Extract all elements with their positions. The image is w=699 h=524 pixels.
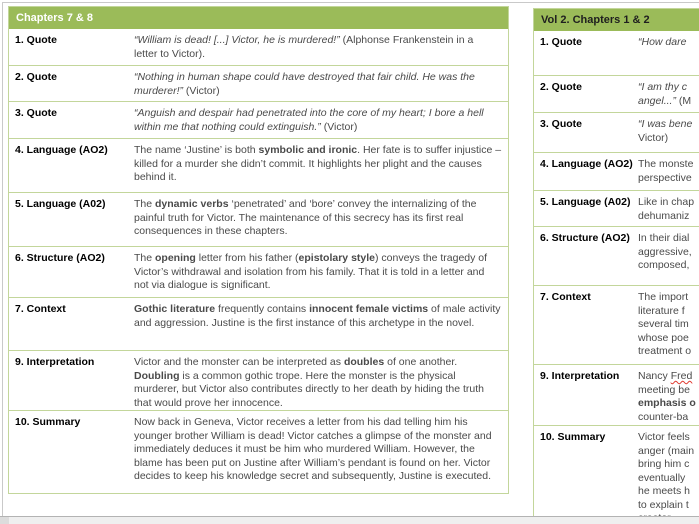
content-line bbox=[638, 36, 699, 50]
text-segment: blame has been put on Justine after William’s pendant is found on her. Victor bbox=[134, 456, 491, 469]
row-content bbox=[633, 31, 699, 75]
content-line bbox=[638, 95, 699, 109]
row-content bbox=[633, 227, 699, 285]
text-segment: innocent female victims bbox=[309, 303, 429, 315]
content-line bbox=[638, 318, 699, 332]
content-line bbox=[134, 317, 508, 331]
content-line bbox=[638, 118, 699, 132]
content-line bbox=[638, 472, 699, 486]
content-line bbox=[134, 144, 508, 158]
row-label: 2. Quote bbox=[15, 71, 58, 83]
text-segment: Victor) bbox=[638, 131, 669, 144]
content-line bbox=[638, 499, 699, 513]
content-line bbox=[134, 71, 508, 85]
row-label: 6. Structure (AO2) bbox=[540, 232, 630, 244]
row-content bbox=[129, 411, 508, 493]
text-segment: literature f bbox=[638, 304, 685, 317]
text-segment: The import bbox=[638, 291, 689, 303]
text-segment: not via dialogue is significant. bbox=[134, 279, 271, 291]
text-segment: The bbox=[134, 252, 156, 264]
content-line bbox=[134, 356, 508, 370]
row-content bbox=[633, 76, 699, 112]
table-row bbox=[534, 76, 699, 113]
content-line bbox=[134, 107, 508, 121]
table-row bbox=[534, 227, 699, 286]
content-line bbox=[638, 291, 699, 305]
text-segment: Nancy bbox=[638, 370, 671, 382]
scrollbar-left-cap bbox=[0, 517, 9, 524]
text-segment: immediately deduces it must be him who murdered William. However, the bbox=[134, 443, 475, 455]
text-segment: angel...” bbox=[638, 94, 679, 107]
text-segment: dehumaniz bbox=[638, 209, 690, 222]
table-row bbox=[9, 411, 508, 493]
text-segment: is a common gothic trope. Here the monster is the physical bbox=[179, 369, 456, 382]
row-label: 3. Quote bbox=[15, 107, 58, 119]
table-vol2-chapters-1-2 bbox=[533, 8, 699, 524]
table-row bbox=[9, 102, 508, 139]
text-segment: bring him c bbox=[638, 458, 690, 470]
row-content bbox=[633, 113, 699, 152]
row-content bbox=[129, 139, 508, 192]
row-label: 1. Quote bbox=[15, 34, 58, 46]
text-segment: murderer, but Victor also contributes directly to her death by hiding the truth bbox=[134, 383, 484, 395]
text-segment: opening bbox=[155, 252, 196, 264]
text-segment: (Victor) bbox=[183, 84, 220, 97]
text-segment: epistolary style bbox=[298, 252, 375, 264]
text-segment: of male activity bbox=[428, 303, 501, 315]
table-row bbox=[534, 153, 699, 191]
content-line bbox=[134, 470, 508, 484]
text-segment: of one another. bbox=[384, 356, 458, 368]
text-segment: eventually bbox=[638, 471, 686, 484]
content-line bbox=[134, 34, 508, 48]
text-segment: Fred bbox=[670, 370, 693, 382]
text-segment: within me that nothing could extinguish.” bbox=[134, 120, 321, 133]
text-segment: aggressive, bbox=[638, 245, 692, 258]
text-segment: (Victor) bbox=[320, 120, 358, 133]
table-right-header: Vol 2. Chapters 1 & 2 bbox=[534, 9, 699, 31]
table-chapters-7-8 bbox=[8, 6, 509, 494]
table-right-rows bbox=[534, 31, 699, 524]
table-row bbox=[9, 193, 508, 247]
row-content bbox=[129, 29, 508, 65]
text-segment: . Her fate is to suffer injustice – bbox=[357, 144, 502, 156]
content-line bbox=[134, 457, 508, 471]
row-label: 3. Quote bbox=[540, 118, 583, 130]
text-segment: Victor feels bbox=[638, 431, 690, 443]
content-line bbox=[134, 198, 508, 212]
table-row bbox=[534, 191, 699, 227]
row-label: 10. Summary bbox=[15, 416, 81, 428]
content-line bbox=[134, 158, 508, 172]
table-row bbox=[9, 139, 508, 193]
text-segment: decides to keep his knowledge secret and subsequently, Justine is executed. bbox=[134, 470, 492, 482]
table-row bbox=[9, 66, 508, 102]
text-segment: to explain t bbox=[638, 498, 689, 511]
content-line bbox=[134, 266, 508, 280]
row-label: 6. Structure (AO2) bbox=[15, 252, 105, 264]
table-row bbox=[9, 29, 508, 66]
content-line bbox=[134, 443, 508, 457]
text-segment: consequences in these chapters. bbox=[134, 225, 288, 237]
table-row bbox=[534, 426, 699, 524]
content-line bbox=[638, 196, 699, 210]
table-left-header: Chapters 7 & 8 bbox=[9, 7, 508, 29]
table-row bbox=[9, 351, 508, 411]
content-line bbox=[134, 303, 508, 317]
horizontal-scrollbar[interactable] bbox=[0, 516, 699, 524]
content-line bbox=[134, 48, 508, 62]
page-edge-top bbox=[2, 2, 699, 3]
content-line bbox=[638, 305, 699, 319]
text-segment: letter from his father ( bbox=[195, 252, 299, 264]
text-segment: murderer!” bbox=[134, 84, 184, 97]
table-row bbox=[9, 247, 508, 298]
content-line bbox=[638, 345, 699, 359]
table-row bbox=[534, 286, 699, 365]
content-line bbox=[638, 332, 699, 346]
text-segment: Like in chap bbox=[638, 196, 695, 208]
text-segment: “How dare bbox=[638, 36, 687, 48]
content-line bbox=[134, 212, 508, 226]
text-segment: killed for a murder she didn’t commit. It highlights her plight and the causes bbox=[134, 157, 482, 170]
text-segment: “Nothing in human shape could have destroyed that fair child. He was the bbox=[134, 71, 475, 83]
text-segment: and aggression. Justine is the first instance of this archetype in the novel. bbox=[134, 316, 475, 329]
row-label: 1. Quote bbox=[540, 36, 583, 48]
content-line bbox=[134, 171, 508, 185]
content-line bbox=[638, 81, 699, 95]
text-segment: counter-ba bbox=[638, 410, 689, 423]
row-label: 5. Language (A02) bbox=[15, 198, 106, 210]
content-line bbox=[134, 430, 508, 444]
row-content bbox=[633, 365, 699, 425]
content-line bbox=[638, 246, 699, 260]
content-line bbox=[638, 132, 699, 146]
table-row bbox=[534, 31, 699, 76]
text-segment: (Alphonse Frankenstein in a bbox=[339, 34, 474, 46]
table-row bbox=[534, 365, 699, 426]
text-segment: several tim bbox=[638, 318, 689, 330]
content-line bbox=[638, 158, 699, 172]
text-segment: doubles bbox=[343, 356, 385, 368]
text-segment: younger brother William is dead! Victor catches a glimpse of the monster and bbox=[134, 429, 492, 442]
text-segment: The name ‘Justine’ is both bbox=[134, 144, 259, 156]
text-segment: Victor’s withdrawal and isolation from his family. That it is told in a letter and bbox=[134, 265, 485, 278]
content-line bbox=[134, 252, 508, 266]
content-line bbox=[134, 279, 508, 293]
row-label: 9. Interpretation bbox=[540, 370, 620, 382]
row-content bbox=[129, 193, 508, 246]
text-segment: letter to Victor). bbox=[134, 47, 205, 60]
row-label: 5. Language (A02) bbox=[540, 196, 631, 208]
row-content bbox=[633, 153, 699, 190]
content-line bbox=[134, 370, 508, 384]
row-content bbox=[633, 191, 699, 226]
text-segment: that would prove her innocence. bbox=[134, 396, 283, 409]
text-segment: he meets h bbox=[638, 485, 690, 497]
text-segment: “Anguish and despair had penetrated into the core of my heart; I bore a hell bbox=[134, 107, 484, 119]
text-segment: Gothic literature bbox=[134, 303, 216, 315]
content-line bbox=[134, 121, 508, 135]
text-segment: composed, bbox=[638, 259, 690, 271]
content-line bbox=[638, 172, 699, 186]
row-content bbox=[129, 66, 508, 101]
text-segment: dynamic verbs bbox=[155, 198, 229, 210]
text-segment: The monste bbox=[638, 158, 694, 170]
text-segment: Victor and the monster can be interpreted as bbox=[134, 356, 344, 368]
row-content bbox=[129, 298, 508, 350]
text-segment: Doubling bbox=[134, 369, 180, 382]
content-line bbox=[134, 85, 508, 99]
text-segment: In their dial bbox=[638, 232, 690, 244]
row-label: 9. Interpretation bbox=[15, 356, 95, 368]
text-segment: “I was bene bbox=[638, 118, 693, 130]
content-line bbox=[638, 384, 699, 398]
content-line bbox=[638, 485, 699, 499]
row-content bbox=[633, 286, 699, 364]
row-label: 7. Context bbox=[15, 303, 66, 315]
row-label: 7. Context bbox=[540, 291, 591, 303]
content-line bbox=[638, 458, 699, 472]
text-segment: Now back in Geneva, Victor receives a letter from his dad telling him his bbox=[134, 416, 468, 428]
table-row bbox=[534, 113, 699, 153]
text-segment: whose poe bbox=[638, 331, 689, 344]
row-label: 4. Language (AO2) bbox=[540, 158, 633, 170]
text-segment: emphasis o bbox=[638, 397, 696, 409]
text-segment: “I am thy c bbox=[638, 81, 688, 93]
page-edge-left bbox=[2, 2, 3, 516]
text-segment: meeting be bbox=[638, 383, 690, 396]
content-line bbox=[134, 397, 508, 411]
text-segment: behind it. bbox=[134, 171, 177, 183]
content-line bbox=[638, 210, 699, 224]
text-segment: ‘penetrated’ and ‘bore’ convey the internalizing of the bbox=[228, 198, 477, 210]
text-segment: anger (main bbox=[638, 444, 695, 457]
text-segment: The bbox=[134, 198, 156, 210]
content-line bbox=[638, 445, 699, 459]
content-line bbox=[638, 431, 699, 445]
text-segment: ) conveys the tragedy of bbox=[375, 252, 488, 264]
row-label: 2. Quote bbox=[540, 81, 583, 93]
table-row bbox=[9, 298, 508, 351]
text-segment: painful truth for Victor. The maintenance of this secrecy has its first real bbox=[134, 211, 464, 224]
text-segment: symbolic and ironic bbox=[258, 144, 358, 156]
table-left-rows bbox=[9, 29, 508, 493]
text-segment: perspective bbox=[638, 171, 692, 184]
content-line bbox=[134, 225, 508, 239]
row-label: 10. Summary bbox=[540, 431, 606, 443]
content-line bbox=[638, 232, 699, 246]
text-segment: frequently contains bbox=[215, 303, 310, 315]
content-line bbox=[134, 416, 508, 430]
row-content bbox=[633, 426, 699, 524]
text-segment: (M bbox=[678, 94, 692, 107]
content-line bbox=[638, 411, 699, 425]
content-line bbox=[638, 397, 699, 411]
content-line bbox=[638, 370, 699, 384]
content-line bbox=[134, 383, 508, 397]
content-line bbox=[638, 259, 699, 273]
row-content bbox=[129, 102, 508, 138]
text-segment: “William is dead! [...] Victor, he is murdered!” bbox=[134, 34, 340, 46]
row-label: 4. Language (AO2) bbox=[15, 144, 108, 156]
text-segment: treatment o bbox=[638, 345, 692, 357]
row-content bbox=[129, 351, 508, 410]
row-content bbox=[129, 247, 508, 297]
